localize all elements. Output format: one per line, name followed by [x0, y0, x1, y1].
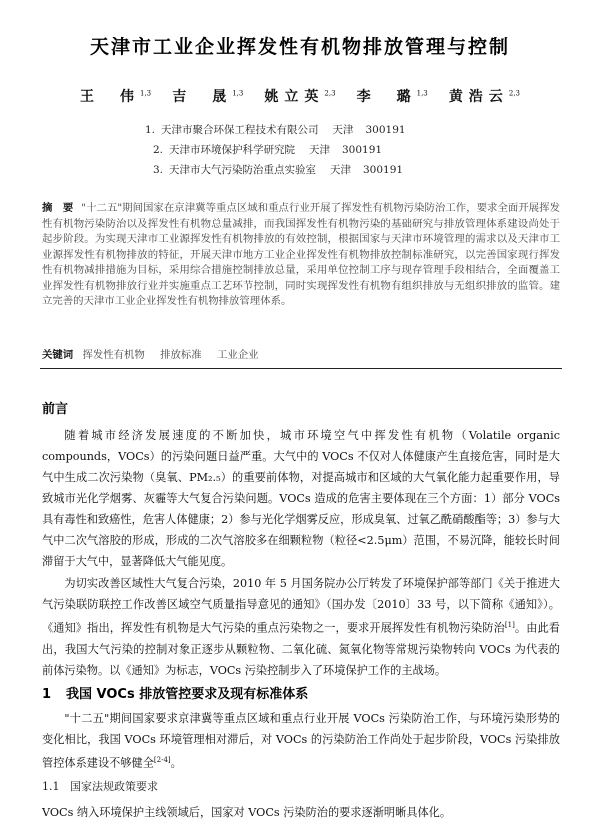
abstract-label: 摘 要	[42, 202, 74, 214]
body-paragraph: "十二五"期间国家要求京津冀等重点区域和重点行业开展 VOCs 污染防治工作，与环境污染形势的变化相比，我国 VOCs 环境管理相对滞后，对 VOCs 的污染防治工作尚处于起步阶段，VOCs 污染排放管控体系建设不够健全[2-4]。	[42, 712, 560, 770]
paper-title: 天津市工业企业挥发性有机物排放管理与控制	[89, 36, 510, 58]
affiliation: 1. 天津市聚合环保工程技术有限公司 天津 300191	[145, 124, 406, 136]
author: 王 伟$^{1,3}$	[80, 89, 152, 105]
affiliation-list	[145, 120, 406, 180]
abstract-text: "十二五"期间国家在京津冀等重点区域和重点行业开展了挥发性有机物污染防治工作，要求全面开展挥发性有机物污染防治以及挥发性有机物总量减排，而我国挥发性有机物污染的基础研究与排放管理体系建设尚处于起步阶段。为实现天津市工业源挥发性有机物排放的有效控制，根据国家与天津市环境管理的需求以及天津市工业源挥发性有机物排放的特征，开展天津市地方工业企业挥发性有机物排放控制标准研究，以完善国家现行挥发性有机物减排措施为目标，采用综合措施控制排放总量，采用单位控制工序与现存管理手段相结合，全面覆盖工业挥发性有机物排放行业并实施重点工艺环节控制，同时实现挥发性有机物有组织排放与无组织排放的监管。建立完善的天津市工业企业挥发性有机物排放管理体系。	[42, 202, 560, 307]
keyword: 排放标准	[160, 349, 202, 361]
citation: [2-4]	[153, 756, 171, 764]
author: 李 璐$^{1,3}$	[356, 89, 428, 105]
keywords-label: 关键词	[42, 349, 74, 361]
author: 黄浩云$^{2,3}$	[448, 89, 520, 105]
section-heading-1: 1 我国 VOCs 排放管控要求及现有标准体系	[42, 687, 309, 702]
author: 吉 晟$^{1,3}$	[172, 89, 244, 105]
subsection-heading-1-1: 1.1 国家法规政策要求	[42, 780, 158, 793]
body-paragraph: 随着城市经济发展速度的不断加快，城市环境空气中挥发性有机物（Volatile organic compounds，VOCs）的污染问题日益严重。大气中的 VOCs 不仅对人体健康产生直接危害，同时是大气中生成二次污染物（臭氧、PM₂.₅）的重要前体物，对提高城市和区域的大气氧化能力起重要作用，导致城市光化学烟雾、灰霾等大气复合污染问题。VOCs 造成的危害主要体现在三个方面：1）部分 VOCs 具有毒性和致癌性，危害人体健康；2）参与光化学烟雾反应，形成臭氧、过氧乙酰硝酸酯等；3）参与大气中二次气溶胶的形成，形成的二次气溶胶多在细颗粒物（粒径<2.5μm）范围，不易沉降，能较长时间滞留于大气中，显著降低大气能见度。	[42, 429, 560, 568]
citation: [1]	[504, 621, 515, 629]
affiliation: 2. 天津市环境保护科学研究院 天津 300191	[153, 144, 383, 156]
body-paragraph: 为切实改善区域性大气复合污染，2010 年 5 月国务院办公厅转发了环境保护部等部门《关于推进大气污染联防联控工作改善区域空气质量指导意见的通知》（国办发〔2010〕33 号，以下简称《通知》）。《通知》指出，挥发性有机物是大气污染的重点污染物之一，要求开展挥发性有机物污染防治[1]。由此看出，我国大气污染的控制对象正逐步从颗粒物、二氧化硫、氮氧化物等常规污染物转向 VOCs 为代表的前体污染物。以《通知》为标志，VOCs 污染控制步入了环境保护工作的主战场。	[42, 577, 560, 677]
affiliation: 3. 天津市大气污染防治重点实验室 天津 300191	[153, 164, 404, 176]
keyword: 挥发性有机物	[82, 349, 145, 361]
section-heading-preface: 前言	[42, 402, 69, 417]
divider	[40, 368, 562, 369]
keyword: 工业企业	[217, 349, 259, 361]
author: 姚立英$^{2,3}$	[264, 89, 336, 105]
abstract	[42, 201, 560, 310]
body-paragraph: VOCs 纳入环境保护主线领域后，国家对 VOCs 污染防治的要求逐渐明晰具体化。	[42, 806, 452, 819]
author-list	[80, 86, 520, 106]
keywords	[42, 346, 560, 361]
